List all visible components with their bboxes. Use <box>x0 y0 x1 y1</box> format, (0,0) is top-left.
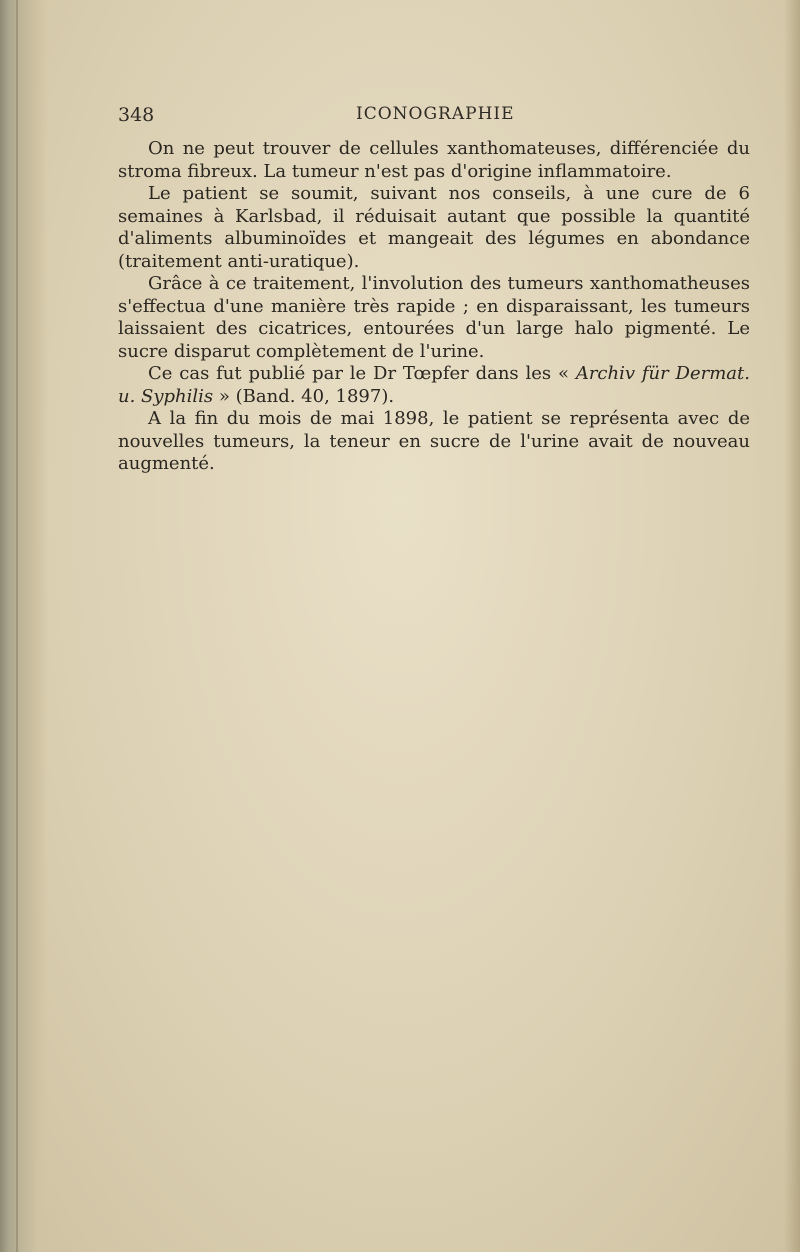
body-text <box>118 138 750 476</box>
paragraph-text: Ce cas fut publié par le Dr Tœpfer dans les « <box>148 363 576 384</box>
paragraph: On ne peut trouver de cellules xanthomateuses, différenciée du stroma fibreux. La tumeur n'est pas d'origine inflammatoire. <box>118 138 750 182</box>
paragraph: Grâce à ce traitement, l'involution des tumeurs xanthomatheuses s'effectua d'une manière très rapide ; en disparaissant, les tumeurs laissaient des cicatrices, entourées d'un large halo pigmenté. Le sucre disparut complètement de l'urine. <box>118 273 750 362</box>
page-edge-shadow <box>784 0 800 1252</box>
page-header <box>118 104 738 132</box>
page-number: 348 <box>118 104 155 126</box>
running-head: ICONOGRAPHIE <box>356 104 515 124</box>
page-binding-shadow <box>0 0 48 1252</box>
binding-line <box>16 0 18 1252</box>
paragraph: Le patient se soumit, suivant nos conseils, à une cure de 6 semaines à Karlsbad, il réduisait autant que possible la quantité d'aliments albuminoïdes et mangeait des légumes en abondance (traitement anti-uratique). <box>118 183 750 272</box>
paragraph-text: » (Band. 40, 1897). <box>213 385 395 407</box>
journal-title: Archiv für Dermat. u. Syphilis <box>118 363 750 407</box>
paragraph <box>118 363 750 408</box>
paragraph: A la fin du mois de mai 1898, le patient se représenta avec de nouvelles tumeurs, la teneur en sucre de l'urine avait de nouveau augmenté. <box>118 408 750 474</box>
